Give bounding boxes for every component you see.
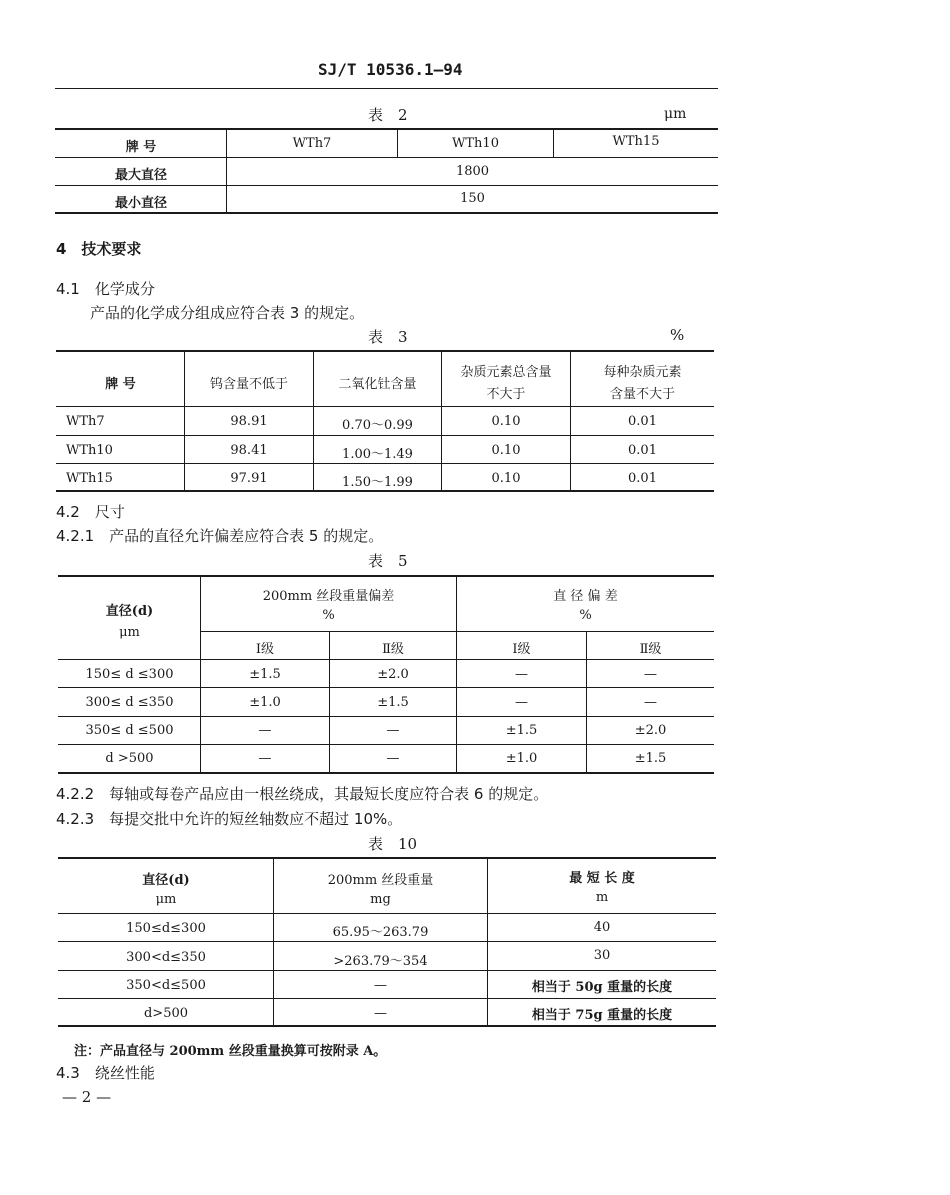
table-3-header-thoria: 二氧化钍含量 — [338, 377, 417, 392]
section-4-2-1-title: 4.2.1 产品的直径允许偏差应符合表 5 的规定。 — [56, 527, 384, 545]
table-2-caption: 表 2 — [368, 106, 408, 124]
table-cell: 1.50～1.99 — [342, 475, 413, 490]
table-cell: 98.91 — [230, 414, 268, 429]
table-cell: — — [258, 723, 272, 738]
table-3-caption: 表 3 — [368, 328, 408, 346]
table-cell: — — [386, 751, 400, 766]
table-cell: — — [644, 667, 657, 682]
table-2-grade: WTh15 — [612, 134, 660, 149]
table-2-max-label: 最大直径 — [114, 168, 167, 183]
table-2-grade: WTh10 — [452, 136, 499, 151]
table-cell: — — [374, 1006, 387, 1021]
table-2-grade: WTh7 — [292, 136, 332, 151]
section-4-1-text: 产品的化学成分组成应符合表 3 的规定。 — [90, 304, 365, 322]
table-5-grade-1: Ⅰ级 — [255, 642, 275, 657]
table-3-header-total-impurity-2: 不大于 — [486, 387, 526, 402]
table-cell: — — [258, 751, 272, 766]
table-3-header-grade: 牌 号 — [105, 377, 136, 392]
table-cell: — — [644, 695, 657, 710]
table-cell: ±1.0 — [249, 695, 281, 710]
section-4-2-3-title: 4.2.3 每提交批中允许的短丝轴数应不超过 10%。 — [56, 810, 403, 828]
table-3-header-each-impurity-2: 含量不大于 — [609, 387, 675, 402]
section-4-2-2-title: 4.2.2 每轴或每卷产品应由一根丝绕成，其最短长度应符合表 6 的规定。 — [56, 785, 549, 803]
table-note: 注：产品直径与 200mm 丝段重量换算可按附录 A。 — [74, 1044, 387, 1059]
table-cell: 0.01 — [628, 471, 657, 486]
table-cell: ±2.0 — [377, 667, 409, 682]
table-row: 150≤ d ≤300 — [85, 667, 174, 682]
table-cell: 相当于 75g 重量的长度 — [531, 1008, 673, 1023]
table-3-header-total-impurity: 杂质元素总含量 — [460, 365, 552, 380]
table-3-unit: % — [670, 326, 685, 344]
table-cell: ±2.0 — [634, 723, 667, 738]
table-5-header-weight: 200mm 丝段重量偏差 — [262, 589, 395, 604]
table-cell: 1.00～1.49 — [342, 447, 413, 462]
table-cell: 65.95～263.79 — [332, 925, 429, 940]
table-2-min-value: 150 — [460, 191, 485, 206]
table-row: 150≤d≤300 — [126, 921, 206, 936]
table-cell: — — [386, 723, 400, 738]
table-row: 300<d≤350 — [126, 950, 206, 965]
table-cell: 0.01 — [628, 443, 657, 458]
table-2-max-value: 1800 — [455, 164, 490, 179]
table-row: d >500 — [105, 751, 154, 766]
table-5-header-weight-unit: % — [322, 608, 335, 623]
table-cell: 0.10 — [491, 414, 521, 429]
page-number: — 2 — — [62, 1088, 112, 1106]
table-10-caption: 表 10 — [368, 835, 418, 853]
document-code: SJ/T 10536.1—94 — [318, 60, 463, 79]
table-cell: ±1.5 — [505, 723, 538, 738]
section-4-2-title: 4.2 尺寸 — [56, 503, 125, 521]
table-row: d>500 — [143, 1006, 189, 1021]
table-cell: 0.01 — [628, 414, 657, 429]
table-5-header-diameter: 直径(d) — [105, 604, 154, 619]
table-row: WTh10 — [66, 443, 113, 458]
table-cell: ±1.0 — [505, 751, 538, 766]
table-10-header-diameter: 直径(d) — [142, 873, 190, 888]
table-cell: — — [515, 667, 528, 682]
section-4-title: 4 技术要求 — [56, 240, 142, 258]
table-row: WTh15 — [66, 471, 113, 486]
table-2-grade-header: 牌 号 — [125, 140, 157, 155]
table-cell: — — [515, 695, 528, 710]
table-2-unit: μm — [664, 106, 687, 122]
table-cell: ±1.5 — [249, 667, 281, 682]
table-10-header-length-unit: m — [595, 890, 609, 905]
section-4-3-title: 4.3 绕丝性能 — [56, 1064, 155, 1082]
table-5-header-diameter-deviation: 直 径 偏 差 — [553, 589, 618, 604]
table-row: 350<d≤500 — [126, 978, 206, 993]
table-cell: 0.70～0.99 — [342, 418, 413, 433]
table-5-grade-2: Ⅱ级 — [382, 642, 404, 657]
table-10-header-weight-unit: mg — [370, 892, 391, 907]
table-cell: 40 — [593, 920, 611, 935]
table-5-caption: 表 5 — [368, 552, 408, 570]
table-cell: ±1.5 — [377, 695, 409, 710]
table-cell: 0.10 — [491, 443, 521, 458]
table-cell: 相当于 50g 重量的长度 — [531, 980, 673, 995]
table-cell: 97.91 — [230, 471, 268, 486]
table-5-header-diameter-unit: μm — [119, 625, 140, 640]
table-row: WTh7 — [66, 414, 105, 429]
table-10-header-weight: 200mm 丝段重量 — [327, 873, 434, 888]
header-rule — [55, 88, 718, 89]
table-5-header-diameter-deviation-unit: % — [579, 608, 592, 623]
table-cell: ±1.5 — [634, 751, 667, 766]
table-cell: — — [374, 978, 387, 993]
table-3-header-each-impurity: 每种杂质元素 — [603, 365, 682, 380]
table-cell: 98.41 — [230, 443, 268, 458]
table-cell: 0.10 — [491, 471, 521, 486]
table-5-grade-2: Ⅱ级 — [639, 642, 662, 657]
table-cell: >263.79～354 — [333, 954, 428, 969]
table-row: 350≤ d ≤500 — [85, 723, 174, 738]
section-4-1-title: 4.1 化学成分 — [56, 280, 155, 298]
table-2-min-label: 最小直径 — [114, 196, 167, 211]
table-10-header-length: 最 短 长 度 — [569, 871, 635, 886]
table-3-header-tungsten: 钨含量不低于 — [209, 377, 288, 392]
table-10-header-diameter-unit: μm — [155, 892, 177, 907]
table-row: 300≤ d ≤350 — [85, 695, 174, 710]
table-cell: 30 — [593, 948, 611, 963]
table-5-grade-1: Ⅰ级 — [512, 642, 531, 657]
